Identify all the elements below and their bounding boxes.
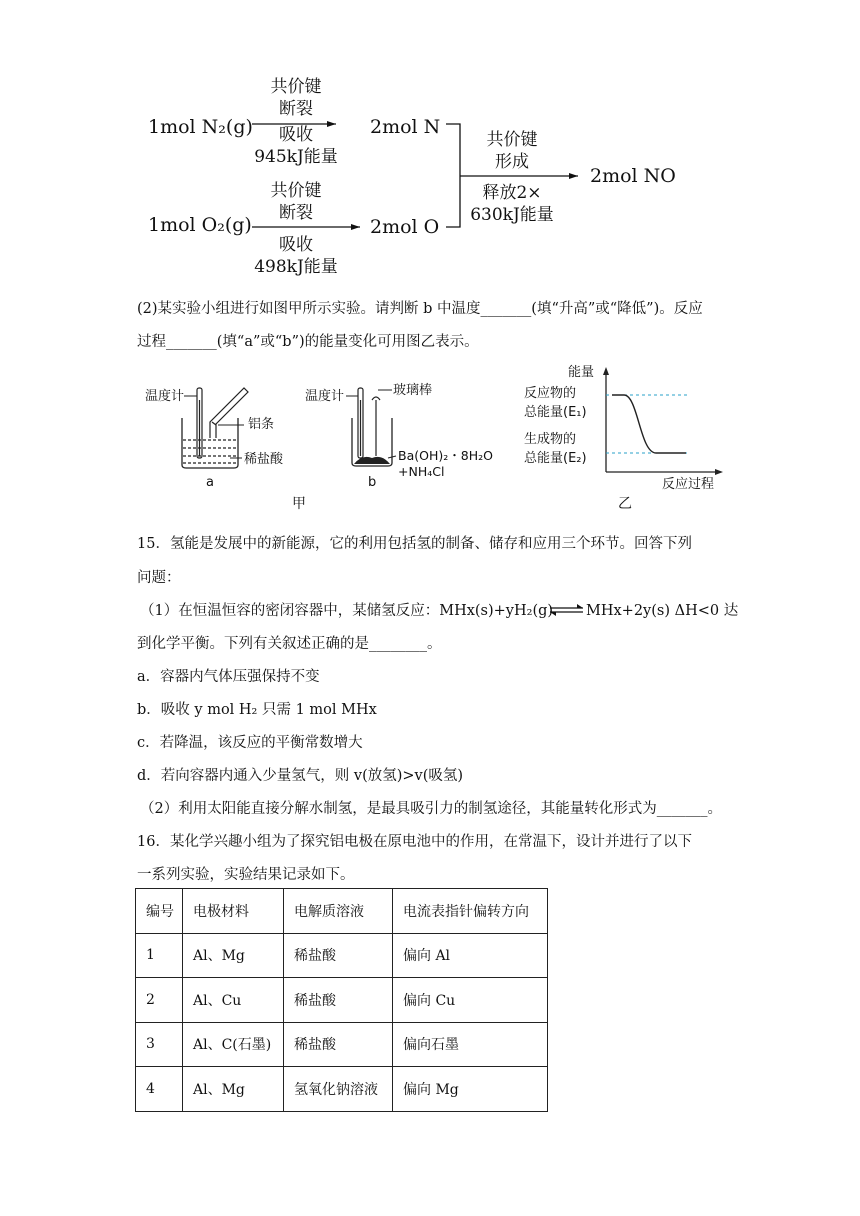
o2-above-1: 共价键 — [270, 181, 322, 201]
q16-line2: 一系列实验，实验结果记录如下。 — [137, 867, 355, 883]
o2-product: 2mol O — [370, 216, 440, 238]
o2-below-2: 498kJ能量 — [254, 257, 338, 277]
figure-jia — [140, 370, 540, 515]
q14-2-line2: 过程_______(填“a”或“b”)的能量变化可用图乙表示。 — [137, 334, 479, 350]
reactant-label2: 总能量(E₁) — [524, 405, 587, 420]
acid-label: 稀盐酸 — [244, 452, 284, 467]
q15-option-c: c．若降温，该反应的平衡常数增大 — [137, 735, 363, 751]
n2-below-2: 945kJ能量 — [254, 147, 338, 167]
table-cell: 稀盐酸 — [284, 933, 393, 978]
caption-b: b — [368, 475, 377, 490]
caption-yi: 乙 — [618, 496, 632, 512]
n2-product: 2mol N — [370, 116, 441, 138]
combine-below-1: 释放2× — [482, 183, 542, 203]
header-cell: 电流表指针偏转方向 — [393, 889, 548, 934]
glass-rod — [372, 397, 380, 456]
q15-line2: 问题： — [137, 570, 181, 586]
o2-above-2: 断裂 — [279, 203, 313, 223]
table-cell: 3 — [136, 1022, 183, 1067]
header-cell: 电解质溶液 — [284, 889, 393, 934]
combine-above-1: 共价键 — [486, 130, 538, 150]
caption-jia: 甲 — [292, 496, 306, 512]
bond-energy-diagram — [0, 0, 860, 285]
experiment-table — [135, 888, 548, 1112]
n2-below-1: 吸收 — [279, 125, 313, 145]
reagent1-label: Ba(OH)₂・8H₂O — [398, 448, 493, 463]
table-header-row — [136, 889, 548, 934]
yi-xlabel: 反应过程 — [662, 477, 715, 492]
table-cell: Al、Mg — [183, 933, 284, 978]
thermometer-b — [358, 388, 363, 458]
table-cell: 偏向 Mg — [393, 1067, 548, 1112]
combine-bracket — [446, 124, 460, 227]
o2-below-1: 吸收 — [279, 235, 313, 255]
table-cell: 稀盐酸 — [284, 1022, 393, 1067]
equilibrium-arrow — [548, 600, 586, 620]
strip-label: 铝条 — [248, 417, 275, 432]
q15-option-b: b．吸收 y mol H₂ 只需 1 mol MHx — [137, 702, 377, 718]
figure-yi — [520, 360, 735, 515]
rod-label: 玻璃棒 — [393, 383, 433, 398]
table-cell: Al、Mg — [183, 1067, 284, 1112]
table-cell: 2 — [136, 978, 183, 1023]
table-cell: 偏向 Cu — [393, 978, 548, 1023]
combine-above-2: 形成 — [495, 152, 529, 172]
table-cell: 偏向石墨 — [393, 1022, 548, 1067]
q15-option-d: d．若向容器内通入少量氢气，则 v(放氢)>v(吸氢) — [137, 768, 464, 784]
q15-option-a: a．容器内气体压强保持不变 — [137, 669, 320, 685]
caption-a: a — [206, 475, 214, 490]
q16-line1: 16．某化学兴趣小组为了探究铝电极在原电池中的作用，在常温下，设计并进行了以下 — [137, 834, 692, 850]
n2-reactant: 1mol N₂(g) — [148, 116, 253, 138]
table-row — [136, 933, 548, 978]
table-cell: 4 — [136, 1067, 183, 1112]
header-cell: 电极材料 — [183, 889, 284, 934]
table-row — [136, 978, 548, 1023]
q15-p1-b: MHx+2y(s) ΔH<0 达 — [586, 603, 739, 619]
q15-p2: （2）利用太阳能直接分解水制氢，是最具吸引力的制氢途径，其能量转化形式为_______。 — [140, 801, 722, 817]
q15-p1-a: （1）在恒温恒容的密闭容器中，某储氢反应：MHx(s)+yH₂(g) — [140, 603, 554, 619]
header-cell: 编号 — [136, 889, 183, 934]
yi-ylabel: 能量 — [568, 365, 595, 380]
reactant-label1: 反应物的 — [524, 386, 577, 401]
aluminum-strip — [210, 388, 248, 438]
q15-line1: 15．氢能是发展中的新能源，它的利用包括氢的制备、储存和应用三个环节。回答下列 — [137, 536, 692, 552]
table-row — [136, 1067, 548, 1112]
energy-curve — [612, 395, 686, 453]
q15-p1-line2: 到化学平衡。下列有关叙述正确的是________。 — [137, 636, 442, 652]
thermometer-a — [197, 388, 202, 458]
no-product: 2mol NO — [590, 165, 676, 187]
table-cell: 氢氧化钠溶液 — [284, 1067, 393, 1112]
n2-above-1: 共价键 — [270, 77, 322, 97]
table-row — [136, 1022, 548, 1067]
table-cell: 偏向 Al — [393, 933, 548, 978]
thermometer-b-label: 温度计 — [305, 389, 345, 404]
n2-above-2: 断裂 — [279, 99, 313, 119]
table-cell: Al、Cu — [183, 978, 284, 1023]
combine-below-2: 630kJ能量 — [470, 205, 554, 225]
product-label1: 生成物的 — [524, 432, 577, 447]
table-cell: 1 — [136, 933, 183, 978]
q14-2-line1: (2)某实验小组进行如图甲所示实验。请判断 b 中温度_______(填“升高”或“降低”)。反应 — [137, 301, 703, 317]
reagent2-label: +NH₄Cl — [398, 464, 445, 479]
table-cell: 稀盐酸 — [284, 978, 393, 1023]
o2-reactant: 1mol O₂(g) — [148, 214, 252, 236]
thermometer-a-label: 温度计 — [145, 389, 185, 404]
product-label2: 总能量(E₂) — [524, 451, 587, 466]
table-cell: Al、C(石墨) — [183, 1022, 284, 1067]
